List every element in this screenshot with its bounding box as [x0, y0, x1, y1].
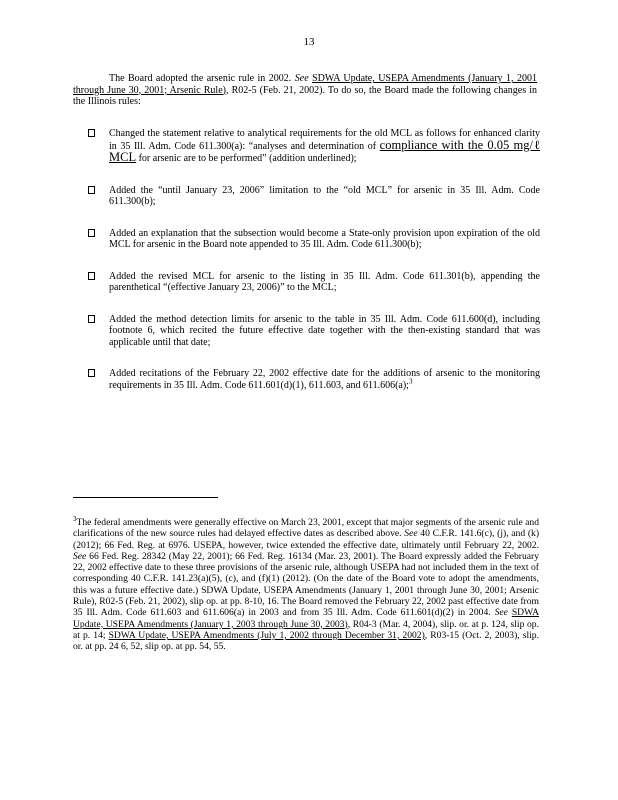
- footnote-reference: 3: [408, 377, 413, 386]
- footnote-text-2: 40 C.F.R. 141.6(c), (j), and (k) (2012); 66 Fed. Reg. at 6976. USEPA, however, twice extended the effective date, ultimately until February 22, 2002.: [73, 528, 540, 551]
- list-item: [88, 368, 540, 391]
- checkbox-icon: [88, 186, 95, 194]
- bullet-text: Added recitations of the February 22, 2002 effective date for the additions of arsenic to the monitoring requirements in 35 Ill. Adm. Code 611.601(d)(1), 611.603, and 611.606(a);: [109, 368, 540, 391]
- bullet-text: Added the revised MCL for arsenic to the listing in 35 Ill. Adm. Code 611.301(b), appending the parenthetical “(effective January 23, 2006)” to the MCL;: [109, 270, 540, 293]
- checkbox-icon: [88, 272, 95, 280]
- list-item: [88, 128, 540, 165]
- footnote: [73, 514, 540, 653]
- bullet-text-b: for arsenic are to be performed” (addition underlined);: [136, 153, 357, 164]
- footnote-text-3: 66 Fed. Reg. 28342 (May 22, 2001); 66 Fed. Reg. 16134 (Mar. 23, 2001). The Board expressly added the February 22, 2002 effective date to these three provisions of the arsenic rule, although USEPA had not included them in the text of corresponding 40 C.F.R. 141.23(a)(5), (c), and (f)(1) (2012). (On the date of the Board vote to adopt the amendments, this was a future effective date.) SDWA Update, USEPA Amendments (January 1, 2001 through June 30, 2001; Arsenic Rule), R02-5 (Feb. 21, 2002), slip op. at pp. 8-10, 16. The Board removed the February 22, 2002 past effective date from 35 Ill. Adm. Code 611.603 and 611.606(a) in 2003 and from 35 Ill. Adm. Code 611.601(d)(2) in 2004.: [73, 550, 539, 619]
- case-citation: SDWA Update, USEPA Amendments (July 1, 2002 through December 31, 2002): [108, 629, 425, 641]
- underlined-addition: compliance with the 0.05 mg/ℓ MCL: [109, 137, 540, 164]
- changes-list: [88, 128, 540, 391]
- see-signal: See: [404, 528, 418, 540]
- list-item: [88, 271, 540, 294]
- list-item: [88, 185, 540, 208]
- bullet-text: Added the method detection limits for arsenic to the table in 35 Ill. Adm. Code 611.600(d), including footnote 6, which recited the future effective date together with the then-existing standard that was applicable until that date;: [109, 313, 540, 348]
- footnote-marker: 3: [73, 514, 77, 523]
- case-citation: SDWA Update, USEPA Amendments (January 1, 2001 through June 30, 2001; Arsenic Rule): [73, 73, 537, 96]
- footnote-text-5: , R03-15 (Oct. 2, 2003), slip. or. at pp. 24 6, 52, slip op. at pp. 54, 55.: [73, 629, 539, 653]
- see-signal: See: [294, 73, 309, 84]
- footnote-text-4: , R04-3 (Mar. 4, 2004), slip. or. at p. 124, slip op. at p. 14;: [73, 618, 540, 641]
- intro-paragraph: [73, 73, 537, 108]
- checkbox-icon: [88, 129, 95, 137]
- case-citation: SDWA Update, USEPA Amendments (January 1, 2003 through June 30, 2003): [73, 607, 539, 630]
- footnote-text-1: The federal amendments were generally effective on March 23, 2001, except that major segments of the arsenic rule and clarifications of the new source rules had delayed effective dates as described above.: [73, 517, 539, 540]
- bullet-text: Added the “until January 23, 2006” limitation to the “old MCL” for arsenic in 35 Ill. Adm. Code 611.300(b);: [109, 184, 540, 207]
- intro-text-2: , R02-5 (Feb. 21, 2002). To do so, the Board made the following changes in the Illinois rules:: [73, 84, 537, 107]
- checkbox-icon: [88, 315, 95, 323]
- list-item: [88, 314, 540, 349]
- list-item: [88, 228, 540, 251]
- bullet-text-a: Changed the statement relative to analytical requirements for the old MCL as follows for enhanced clarity in 35 Ill. Adm. Code 611.300(a): “analyses and determination of: [109, 128, 540, 152]
- intro-text-1: The Board adopted the arsenic rule in 2002.: [109, 73, 295, 84]
- bullet-text: Added an explanation that the subsection would become a State-only provision upon expiration of the old MCL for arsenic in the Board note appended to 35 Ill. Adm. Code 611.300(b);: [109, 227, 540, 250]
- checkbox-icon: [88, 229, 95, 237]
- checkbox-icon: [88, 369, 95, 377]
- see-signal: See: [494, 607, 508, 619]
- footnote-separator: [73, 497, 218, 498]
- page-number: 13: [303, 36, 315, 48]
- see-signal: See: [73, 550, 87, 562]
